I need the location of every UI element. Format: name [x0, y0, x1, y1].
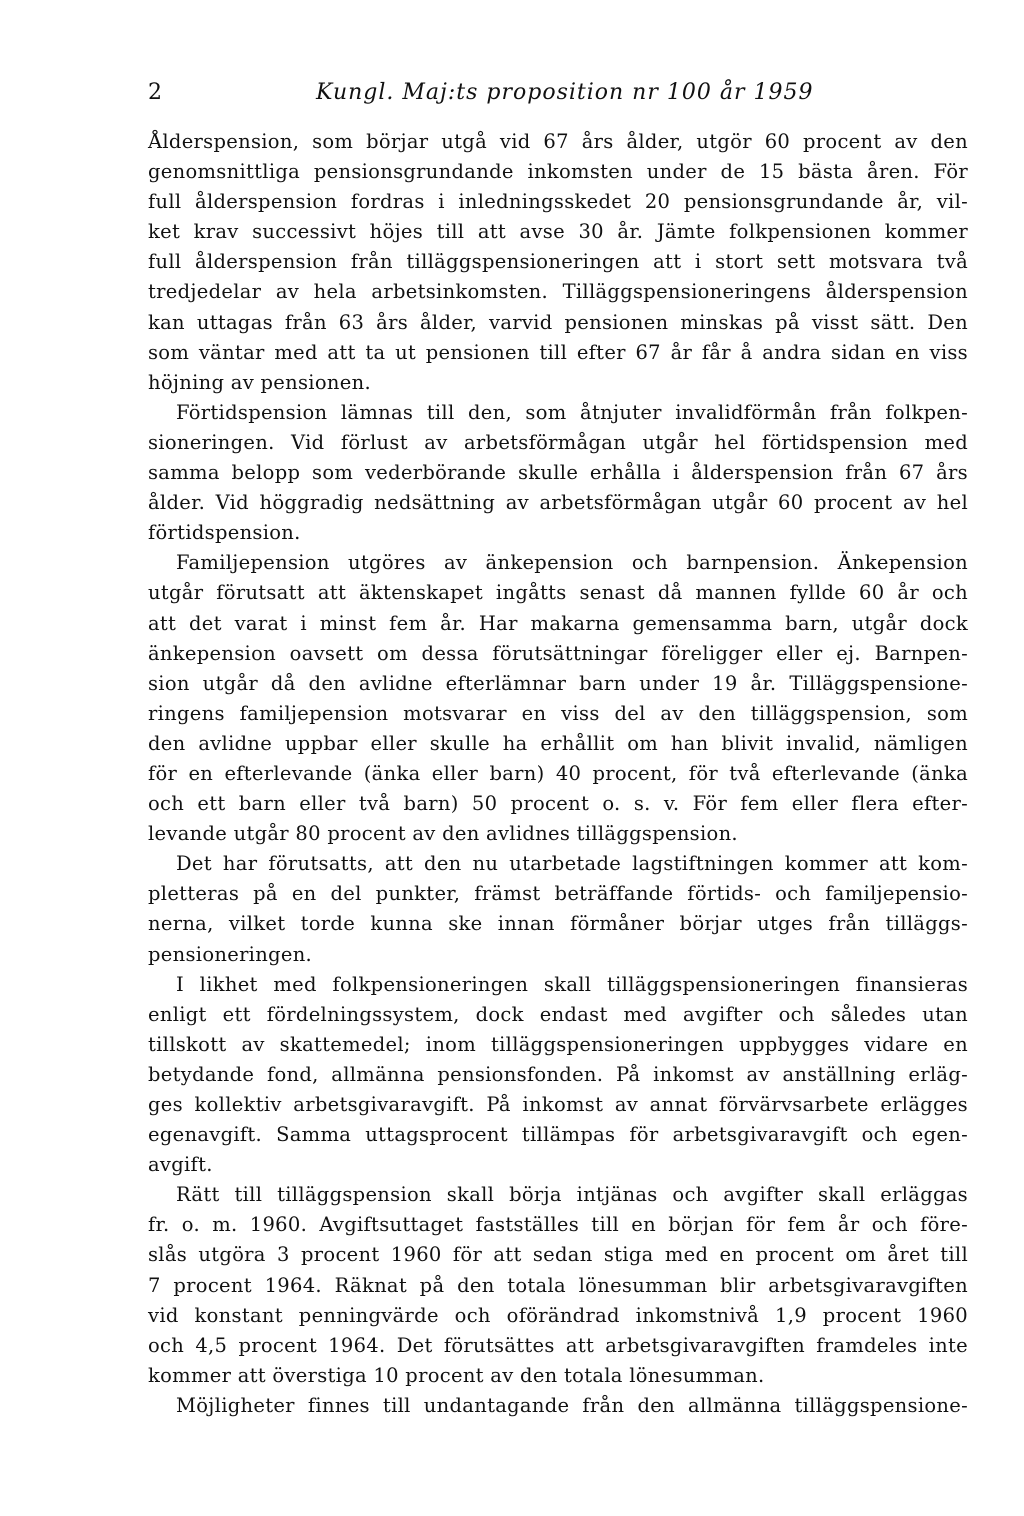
text-line: och 4,5 procent 1964. Det förutsättes att arbetsgivaravgiften framdeles inte: [148, 1333, 968, 1357]
text-line: levande utgår 80 procent av den avlidnes tilläggspension.: [148, 822, 738, 846]
text-line: förtidspension.: [148, 521, 301, 545]
text-line: ket krav successivt höjes till att avse 30 år. Jämte folkpensionen kommer: [148, 220, 968, 244]
text-line: tillskott av skattemedel; inom tilläggspensioneringen uppbygges vidare en: [148, 1032, 968, 1056]
text-line: Ålderspension, som börjar utgå vid 67 års ålder, utgör 60 procent av den: [148, 130, 968, 153]
text-line: ålder. Vid höggradig nedsättning av arbetsförmågan utgår 60 procent av hel: [148, 491, 968, 515]
header-title: Kungl. Maj:ts proposition nr 100 år 1959: [316, 80, 814, 105]
page-number: 2: [148, 80, 162, 105]
text-line: ges kollektiv arbetsgivaravgift. På inkomst av annat förvärvsarbete erlägges: [148, 1093, 968, 1116]
text-line: som väntar med att ta ut pensionen till efter 67 år får å andra sidan en viss: [148, 340, 968, 364]
text-line: enligt ett fördelningssystem, dock endast med avgifter och således utan: [148, 1002, 968, 1026]
text-line: Rätt till tilläggspension skall börja intjänas och avgifter skall erläggas: [176, 1183, 968, 1207]
text-line: kommer att överstiga 10 procent av den totala lönesumman.: [148, 1363, 765, 1387]
text-line: fr. o. m. 1960. Avgiftsuttaget fastställes till en början för fem år och före-: [148, 1213, 968, 1237]
text-line: änkepension oavsett om dessa förutsättningar föreligger eller ej. Barnpen-: [148, 641, 968, 665]
text-line: ringens familjepension motsvarar en viss del av den tilläggspension, som: [148, 701, 968, 725]
text-line: egenavgift. Samma uttagsprocent tillämpas för arbetsgivaravgift och egen-: [148, 1123, 968, 1147]
text-line: utgår förutsatt att äktenskapet ingåtts senast då mannen fyllde 60 år och: [148, 581, 968, 605]
text-line: Familjepension utgöres av änkepension och barnpension. Änkepension: [176, 551, 968, 575]
text-line: avgift.: [148, 1153, 213, 1177]
text-line: full ålderspension från tilläggspensioneringen att i stort sett motsvara två: [148, 250, 968, 274]
text-line: genomsnittliga pensionsgrundande inkomsten under de 15 bästa åren. För: [148, 160, 968, 184]
text-line: pletteras på en del punkter, främst beträffande förtids- och familjepensio-: [148, 882, 968, 906]
text-line: I likhet med folkpensioneringen skall tilläggspensioneringen finansieras: [176, 972, 968, 996]
text-line: att det varat i minst fem år. Har makarna gemensamma barn, utgår dock: [148, 611, 968, 635]
text-line: höjning av pensionen.: [148, 370, 371, 394]
text-line: Det har förutsatts, att den nu utarbetade lagstiftningen kommer att kom-: [176, 852, 968, 876]
body-text: [148, 127, 968, 1421]
text-line: samma belopp som vederbörande skulle erhålla i ålderspension från 67 års: [148, 461, 968, 485]
text-line: sion utgår då den avlidne efterlämnar barn under 19 år. Tilläggspensione-: [148, 671, 968, 695]
text-line: vid konstant penningvärde och oförändrad inkomstnivå 1,9 procent 1960: [148, 1303, 968, 1327]
text-line: 7 procent 1964. Räknat på den totala lönesumman blir arbetsgivaravgiften: [148, 1273, 968, 1297]
text-line: Förtidspension lämnas till den, som åtnjuter invalidförmån från folkpen-: [176, 400, 968, 424]
text-line: för en efterlevande (änka eller barn) 40 procent, för två efterlevande (änka: [148, 761, 968, 785]
text-line: och ett barn eller två barn) 50 procent o. s. v. För fem eller flera efter-: [148, 792, 968, 816]
text-line: den avlidne uppbar eller skulle ha erhållit om han blivit invalid, nämligen: [148, 731, 968, 755]
text-line: slås utgöra 3 procent 1960 för att sedan stiga med en procent om året till: [148, 1243, 968, 1267]
text-line: tredjedelar av hela arbetsinkomsten. Tilläggspensioneringens ålderspension: [148, 280, 968, 304]
text-line: pensioneringen.: [148, 942, 313, 966]
text-line: sioneringen. Vid förlust av arbetsförmågan utgår hel förtidspension med: [148, 430, 968, 454]
text-line: nerna, vilket torde kunna ske innan förmåner börjar utges från tilläggs-: [148, 912, 968, 936]
text-line: kan uttagas från 63 års ålder, varvid pensionen minskas på visst sätt. Den: [148, 310, 968, 334]
text-line: betydande fond, allmänna pensionsfonden. På inkomst av anställning erläg-: [148, 1062, 968, 1086]
running-header: [148, 80, 968, 110]
text-line: full ålderspension fordras i inledningsskedet 20 pensionsgrundande år, vil-: [148, 190, 968, 214]
text-line: Möjligheter finnes till undantagande från den allmänna tilläggspensione-: [176, 1393, 968, 1417]
